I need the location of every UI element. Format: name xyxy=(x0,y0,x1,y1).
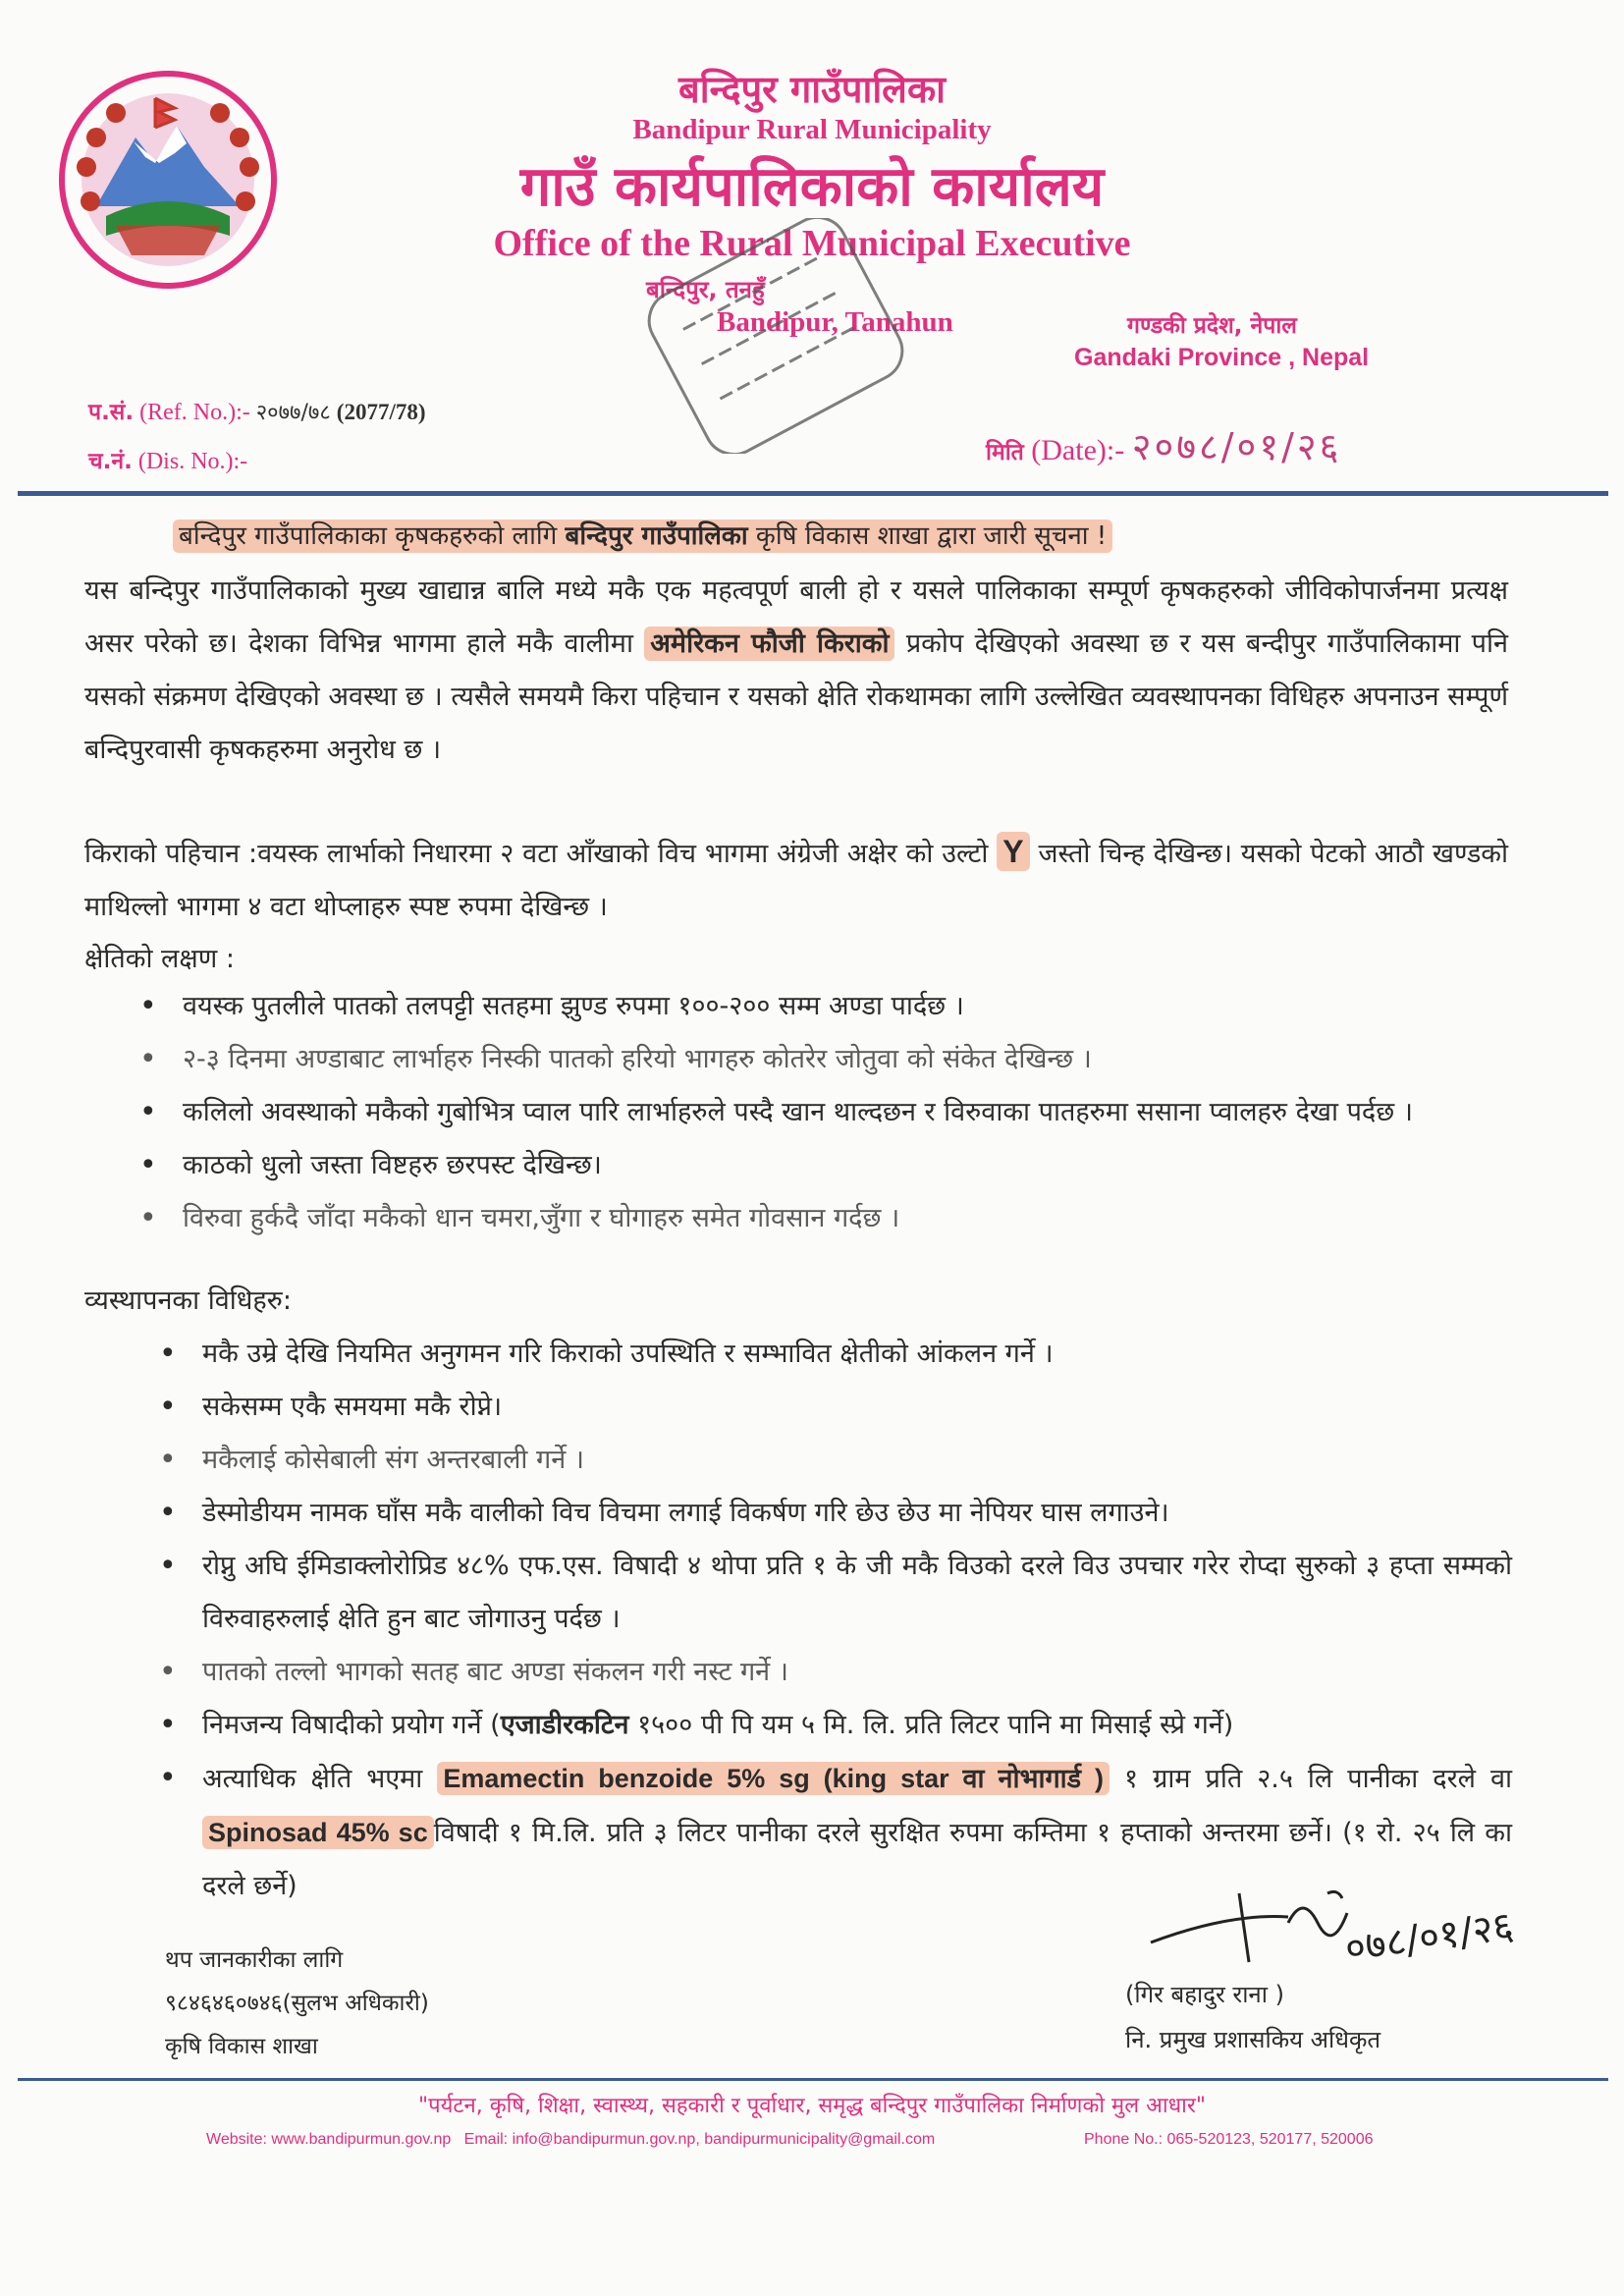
damage-list xyxy=(137,980,1512,1245)
phone-label: Phone No.: xyxy=(1084,2131,1164,2148)
mgmt-item-text: डेस्मोडीयम नामक घाँस मकै वालीको विच विचमा लगाई विकर्षण गरि छेउ छेउ मा नेपियर घास लगाउने। xyxy=(202,1498,1169,1528)
office-name-nepali: गाउँ कार्यपालिकाको कार्यालय xyxy=(519,155,1105,219)
list-item xyxy=(137,1139,1512,1192)
management-heading: व्यस्थापनका विधिहरु: xyxy=(84,1285,292,1316)
ref-value-english: (2077/78) xyxy=(336,400,426,424)
date xyxy=(986,420,1341,471)
intro-paragraph xyxy=(84,565,1508,777)
ident-part-2: जस्तो चिन्ह देखिन्छ। यसको पेटको आठौ खण्डको माथिल्लो भागमा ४ वटा थोप्लाहरु स्पष्ट रुपमा देखिन्छ । xyxy=(84,839,1508,922)
mgmt-item-text: मकै उम्रे देखि नियमित अनुगमन गरि किराको उपस्थिति र सम्भावित क्षेतीको आंकलन गर्ने । xyxy=(202,1339,1054,1369)
email-label: Email: xyxy=(463,2131,509,2148)
mgmt-item-text: सकेसम्म एकै समयमा मकै रोप्ने। xyxy=(202,1392,503,1422)
dispatch-number xyxy=(88,444,247,475)
dis-label-nepali: च.नं. xyxy=(88,449,133,474)
org-name-english: Bandipur Rural Municipality xyxy=(632,114,992,145)
bullet-icon: • xyxy=(159,1390,177,1424)
mgmt-8-pre: अत्याधिक क्षेति भएमा xyxy=(202,1764,423,1794)
footer-divider xyxy=(18,2078,1608,2081)
email-link[interactable]: info@bandipurmun.gov.np, bandipurmunicipality@gmail.com xyxy=(512,2131,936,2148)
damage-item-text: काठको धुलो जस्ता विष्टहरु छरपस्ट देखिन्छ। xyxy=(183,1150,602,1180)
list-item xyxy=(157,1699,1512,1752)
damage-item-text: वयस्क पुतलीले पातको तलपट्टी सतहमा झुण्ड रुपमा १००-२०० सम्म अण्डा पार्दछ । xyxy=(183,991,964,1021)
bullet-icon: • xyxy=(159,1496,177,1530)
office-name-english: Office of the Rural Municipal Executive xyxy=(493,223,1131,264)
identification-paragraph xyxy=(84,825,1508,934)
official-stamp xyxy=(628,218,923,454)
bullet-icon: • xyxy=(159,1655,177,1689)
damage-item-text: विरुवा हुर्कदै जाँदा मकैको धान चमरा,जुँगा र घोगाहरु समेत गोवसान गर्दछ । xyxy=(183,1203,900,1233)
bullet-icon: • xyxy=(159,1443,177,1477)
damage-item-text: कलिलो अवस्थाको मकैको गुबोभित्र प्वाल पारि लार्भाहरुले पस्दै खान थाल्दछन र विरुवाका पातहरुमा ससाना प्वालहरु देखा पर्दछ । xyxy=(183,1097,1413,1127)
contact-line-1: थप जानकारीका लागि xyxy=(165,1947,344,1973)
mgmt-item-text: रोप्नु अघि ईमिडाक्लोरोप्रिड ४८% एफ.एस. विषादी ४ थोपा प्रति १ के जी मकै विउको दरले विउ उपचार गरेर रोप्दा सुरुको ३ हप्ता सम्मको विरुवाहरुलाई क्षेति हुन बाट जोगाउनु पर्दछ । xyxy=(202,1551,1512,1634)
subject-highlight xyxy=(173,519,1112,553)
signer-block xyxy=(1125,1972,1380,2062)
subject-bold: बन्दिपुर गाउँपालिका xyxy=(565,521,748,551)
list-item xyxy=(157,1328,1512,1381)
mgmt-7-post: १५०० पी पि यम ५ मि. लि. प्रति लिटर पानि मा मिसाई स्प्रे गर्ने) xyxy=(637,1710,1234,1740)
mgmt-item-text: पातको तल्लो भागको सतह बाट अण्डा संकलन गरी नस्ट गर्ने । xyxy=(202,1657,788,1687)
mgmt-8-mid: १ ग्राम प्रति २.५ लि पानीका दरले वा xyxy=(1124,1764,1513,1794)
header-divider xyxy=(18,491,1608,496)
website-link[interactable]: www.bandipurmun.gov.np xyxy=(271,2131,452,2148)
district-nepali: बन्दिपुर, तनहुँ xyxy=(646,276,765,303)
bullet-icon: • xyxy=(139,1201,157,1235)
mgmt-7-pre: निमजन्य विषादीको प्रयोग गर्ने ( xyxy=(202,1710,501,1740)
mgmt-8-post: विषादी १ मि.लि. प्रति ३ लिटर पानीका दरले सुरक्षित रुपमा कम्तिमा १ हप्ताको अन्तरमा छर्ने। (१ रो. २५ लि का दरले छर्ने) xyxy=(202,1818,1512,1901)
date-value: २०७८/०१/२६ xyxy=(1131,425,1342,468)
ref-label-english: (Ref. No.):- xyxy=(139,400,250,425)
pest-name-highlight: अमेरिकन फौजी किराको xyxy=(644,627,894,661)
ref-label-nepali: प.सं. xyxy=(88,400,135,425)
damage-item-text: २-३ दिनमा अण्डाबाट लार्भाहरु निस्की पातको हरियो भागहरु कोतरेर जोतुवा को संकेत देखिन्छ । xyxy=(183,1044,1092,1074)
mgmt-7-bold: एजाडीरकटिन xyxy=(500,1710,629,1740)
damage-heading: क्षेतिको लक्षण : xyxy=(84,944,235,974)
date-label-nepali: मिति xyxy=(986,440,1024,465)
dis-label-english: (Dis. No.):- xyxy=(137,449,248,474)
list-item xyxy=(137,1086,1512,1139)
chemical-2-highlight: Spinosad 45% sc xyxy=(202,1816,434,1849)
website-label: Website: xyxy=(206,2131,267,2148)
date-label-english: (Date):- xyxy=(1031,434,1125,466)
intro-part-1: यस बन्दिपुर गाउँपालिकाको मुख्य खाद्यान्न बालि मध्ये मकै एक महत्वपूर्ण बाली हो र यसले पालिकाका सम्पूर्ण कृषकहरुको जीविकोपार्जनमा प्रत्यक्ष असर परेको छ। देशका विभिन्न भागमा हाले मकै वालीमा xyxy=(84,575,1508,659)
nepal-emblem-logo xyxy=(57,69,279,291)
notice-subject xyxy=(173,510,1449,563)
district-english: Bandipur, Tanahun xyxy=(717,306,953,338)
contact-phone: ९८४६४६०७४६(सुलभ अधिकारी) xyxy=(165,1991,429,2016)
bullet-icon: • xyxy=(139,989,157,1023)
bullet-icon: • xyxy=(159,1337,177,1371)
signer-title: नि. प्रमुख प्रशासकिय अधिकृत xyxy=(1125,2026,1381,2053)
bullet-icon: • xyxy=(159,1549,177,1583)
chemical-1-highlight: Emamectin benzoide 5% sg (king star वा नोभागार्ड ) xyxy=(437,1762,1110,1795)
list-item xyxy=(137,1192,1512,1245)
mgmt-item-text: मकैलाई कोसेबाली संग अन्तरबाली गर्ने । xyxy=(202,1445,584,1475)
list-item xyxy=(157,1381,1512,1434)
list-item xyxy=(157,1434,1512,1487)
y-mark-letter: Y xyxy=(997,832,1029,871)
footer-phone xyxy=(1084,2131,1374,2149)
bullet-icon: • xyxy=(159,1761,177,1795)
subject-post: कृषि विकास शाखा द्वारा जारी सूचना ! xyxy=(755,521,1108,551)
list-item xyxy=(137,1033,1512,1086)
bullet-icon: • xyxy=(139,1148,157,1182)
footer-contact xyxy=(206,2131,935,2149)
list-item xyxy=(137,980,1512,1033)
contact-block xyxy=(165,1939,429,2068)
reference-number xyxy=(88,395,426,426)
bullet-icon: • xyxy=(159,1708,177,1742)
footer-motto: "पर्यटन, कृषि, शिक्षा, स्वास्थ्य, सहकारी र पूर्वाधार, समृद्ध बन्दिपुर गाउँपालिका निर्माणको मुल आधार" xyxy=(418,2094,1206,2118)
ident-part-1: किराको पहिचान :वयस्क लार्भाको निधारमा २ वटा आँखाको विच भागमा अंग्रेजी अक्षेर को उल्टो xyxy=(84,839,989,869)
contact-department: कृषि विकास शाखा xyxy=(165,2034,318,2059)
list-item xyxy=(157,1487,1512,1540)
list-item xyxy=(157,1540,1512,1646)
province-nepali: गण्डकी प्रदेश, नेपाल xyxy=(1127,313,1297,339)
bullet-icon: • xyxy=(139,1095,157,1129)
intro-part-2: प्रकोप देखिएको अवस्था छ र यस बन्दीपुर गाउँपालिकामा पनि यसको संक्रमण देखिएको अवस्था छ । त्यसैले समयमै किरा पहिचान र यसको क्षेति रोकथामका लागि उल्लेखित व्यवस्थापनका विधिहरु अपनाउन सम्पूर्ण बन्दिपुरवासी कृषकहरुमा अनुरोध छ । xyxy=(84,629,1508,765)
province-english: Gandaki Province , Nepal xyxy=(1074,344,1370,371)
org-name-nepali: बन्दिपुर गाउँपालिका xyxy=(678,68,946,111)
subject-pre: बन्दिपुर गाउँपालिकाका कृषकहरुको लागि xyxy=(179,521,558,551)
management-list xyxy=(157,1328,1512,1913)
phone-numbers: 065-520123, 520177, 520006 xyxy=(1166,2131,1374,2148)
signature-date: ०७८/०१/२६ xyxy=(1341,1903,1517,1972)
bullet-icon: • xyxy=(139,1042,157,1076)
signer-name: (गिर बहादुर राना ) xyxy=(1125,1981,1284,2008)
ref-value: २०७७/७८ xyxy=(255,401,331,425)
list-item xyxy=(157,1646,1512,1699)
